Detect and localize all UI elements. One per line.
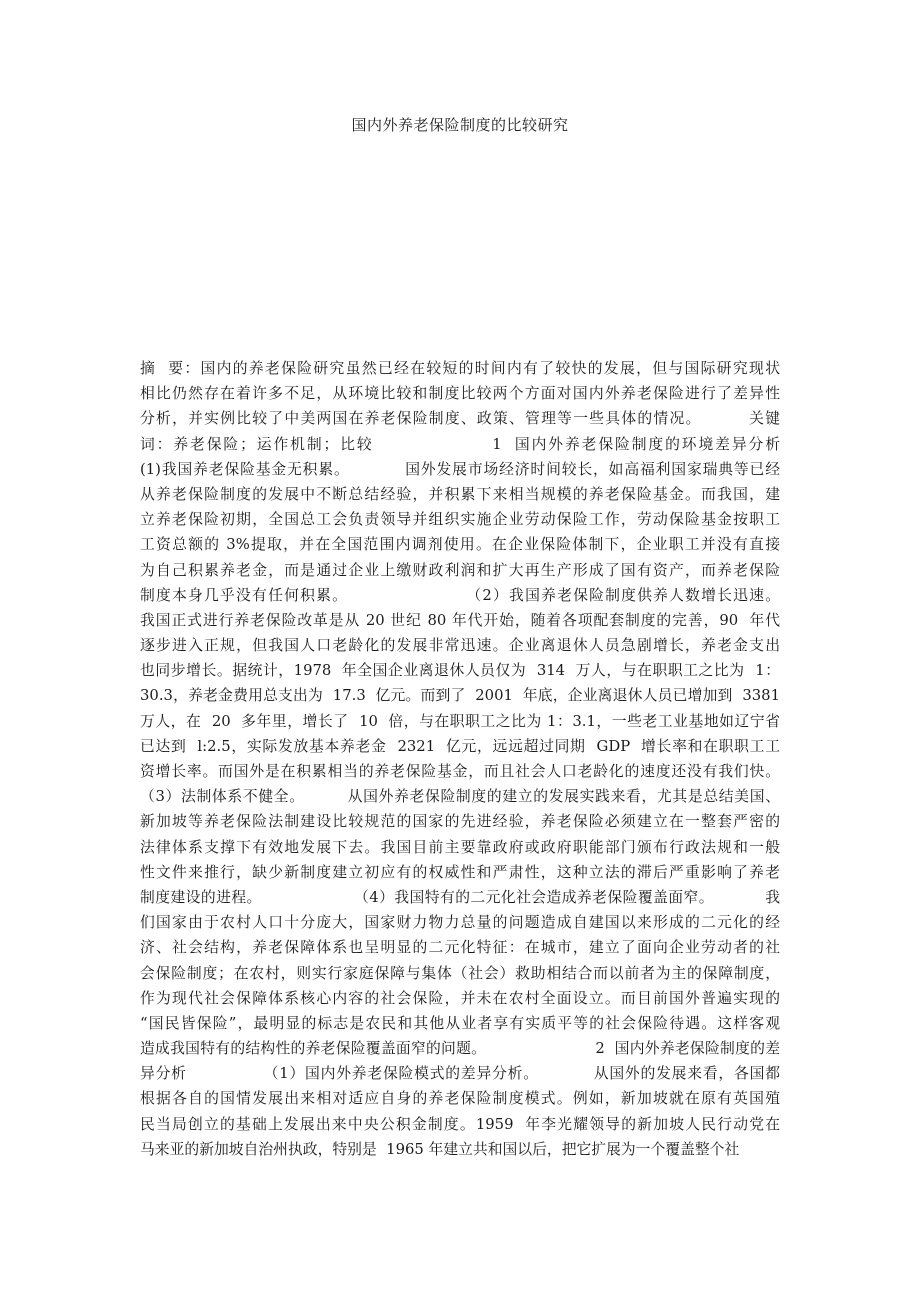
body-line: 工资总额的 3%提取，并在全国范围内调剂使用。在企业保险体制下，企业职工并没有直接 xyxy=(140,536,780,554)
body-line: 新加坡等养老保险法制建设比较规范的国家的先进经验，养老保险必须建立在一整套严密的 xyxy=(140,813,780,831)
body-line: “国民皆保险”，最明显的标志是农民和其他从业者享有实质平等的社会保险待遇。这样客观 xyxy=(140,1014,780,1032)
body-line: 分析，并实例比较了中美两国在养老保险制度、政策、管理等一些具体的情况。 关键 xyxy=(140,410,780,428)
body-line: 马来亚的新加坡自治州执政，特别是 1965 年建立共和国以后，把它扩展为一个覆盖整个社 xyxy=(140,1140,740,1158)
body-line: 万人，在 20 多年里，增长了 10 倍，与在职职工之比为 1：3.1，一些老工业基地如辽宁省 xyxy=(140,712,780,730)
body-line: 会保险制度；在农村，则实行家庭保障与集体（社会）救助相结合而以前者为主的保障制度， xyxy=(140,964,780,982)
body-line: 相比仍然存在着许多不足，从环境比较和制度比较两个方面对国内外养老保险进行了差异性 xyxy=(140,385,780,403)
body-line: 们国家由于农村人口十分庞大，国家财力物力总量的问题造成自建国以来形成的二元化的经 xyxy=(140,914,780,932)
body-line: （3）法制体系不健全。 从国外养老保险制度的建立的发展实践来看，尤其是总结美国、 xyxy=(140,788,780,806)
body-line: 性文件来推行，缺少新制度建立初应有的权威性和严肃性，这种立法的滞后严重影响了养老 xyxy=(140,863,780,881)
body-line: 30.3，养老金费用总支出为 17.3 亿元。而到了 2001 年底，企业离退休人员已增加到 3381 xyxy=(140,687,780,705)
document-body xyxy=(140,356,780,1162)
body-line: 词：养老保险；运作机制；比较 1 国内外养老保险制度的环境差异分析 xyxy=(140,435,780,453)
body-line: 法律体系支撑下有效地发展下去。我国目前主要靠政府或政府职能部门颁布行政法规和一般 xyxy=(140,838,780,856)
body-line: 根据各自的国情发展出来相对适应自身的养老保险制度模式。例如，新加坡就在原有英国殖 xyxy=(140,1090,780,1108)
body-line: (1)我国养老保险基金无积累。 国外发展市场经济时间较长，如高福利国家瑞典等已经 xyxy=(140,460,780,478)
body-line: 济、社会结构，养老保障体系也呈明显的二元化特征：在城市，建立了面向企业劳动者的社 xyxy=(140,939,780,957)
body-line: 从养老保险制度的发展中不断总结经验，并积累下来相当规模的养老保险基金。而我国，建 xyxy=(140,485,780,503)
body-line: 立养老保险初期，全国总工会负责领导并组织实施企业劳动保险工作，劳动保险基金按职工 xyxy=(140,511,780,529)
body-line: 已达到 l:2.5，实际发放基本养老金 2321 亿元，远远超过同期 GDP 增长率和在职职工工 xyxy=(140,737,780,755)
body-line: 逐步进入正规，但我国人口老龄化的发展非常迅速。企业离退休人员急剧增长，养老金支出 xyxy=(140,637,780,655)
body-line: 异分析 （1）国内外养老保险模式的差异分析。 从国外的发展来看，各国都 xyxy=(140,1065,780,1083)
document-title: 国内外养老保险制度的比较研究 xyxy=(351,116,569,134)
body-line: 为自己积累养老金，而是通过企业上缴财政利润和扩大再生产形成了国有资产，而养老保险 xyxy=(140,561,780,579)
body-line: 造成我国特有的结构性的养老保险覆盖面窄的问题。 2 国内外养老保险制度的差 xyxy=(140,1040,780,1058)
body-line: 制度本身几乎没有任何积累。 （2）我国养老保险制度供养人数增长迅速。 xyxy=(140,586,780,604)
body-line: 民当局创立的基础上发展出来中央公积金制度。1959 年李光耀领导的新加坡人民行动党在 xyxy=(140,1115,780,1133)
body-line: 制度建设的进程。 （4）我国特有的二元化社会造成养老保险覆盖面窄。 我 xyxy=(140,888,780,906)
body-line: 摘 要：国内的养老保险研究虽然已经在较短的时间内有了较快的发展，但与国际研究现状 xyxy=(140,360,780,377)
body-line: 也同步增长。据统计，1978 年全国企业离退休人员仅为 314 万人，与在职职工之比为 1： xyxy=(140,662,780,680)
body-line: 作为现代社会保障体系核心内容的社会保险，并未在农村全面设立。而目前国外普遍实现的 xyxy=(140,989,780,1007)
body-line: 我国正式进行养老保险改革是从 20 世纪 80 年代开始，随着各项配套制度的完善，90 年代 xyxy=(140,611,780,629)
body-line: 资增长率。而国外是在积累相当的养老保险基金，而且社会人口老龄化的速度还没有我们快。 xyxy=(140,763,780,780)
